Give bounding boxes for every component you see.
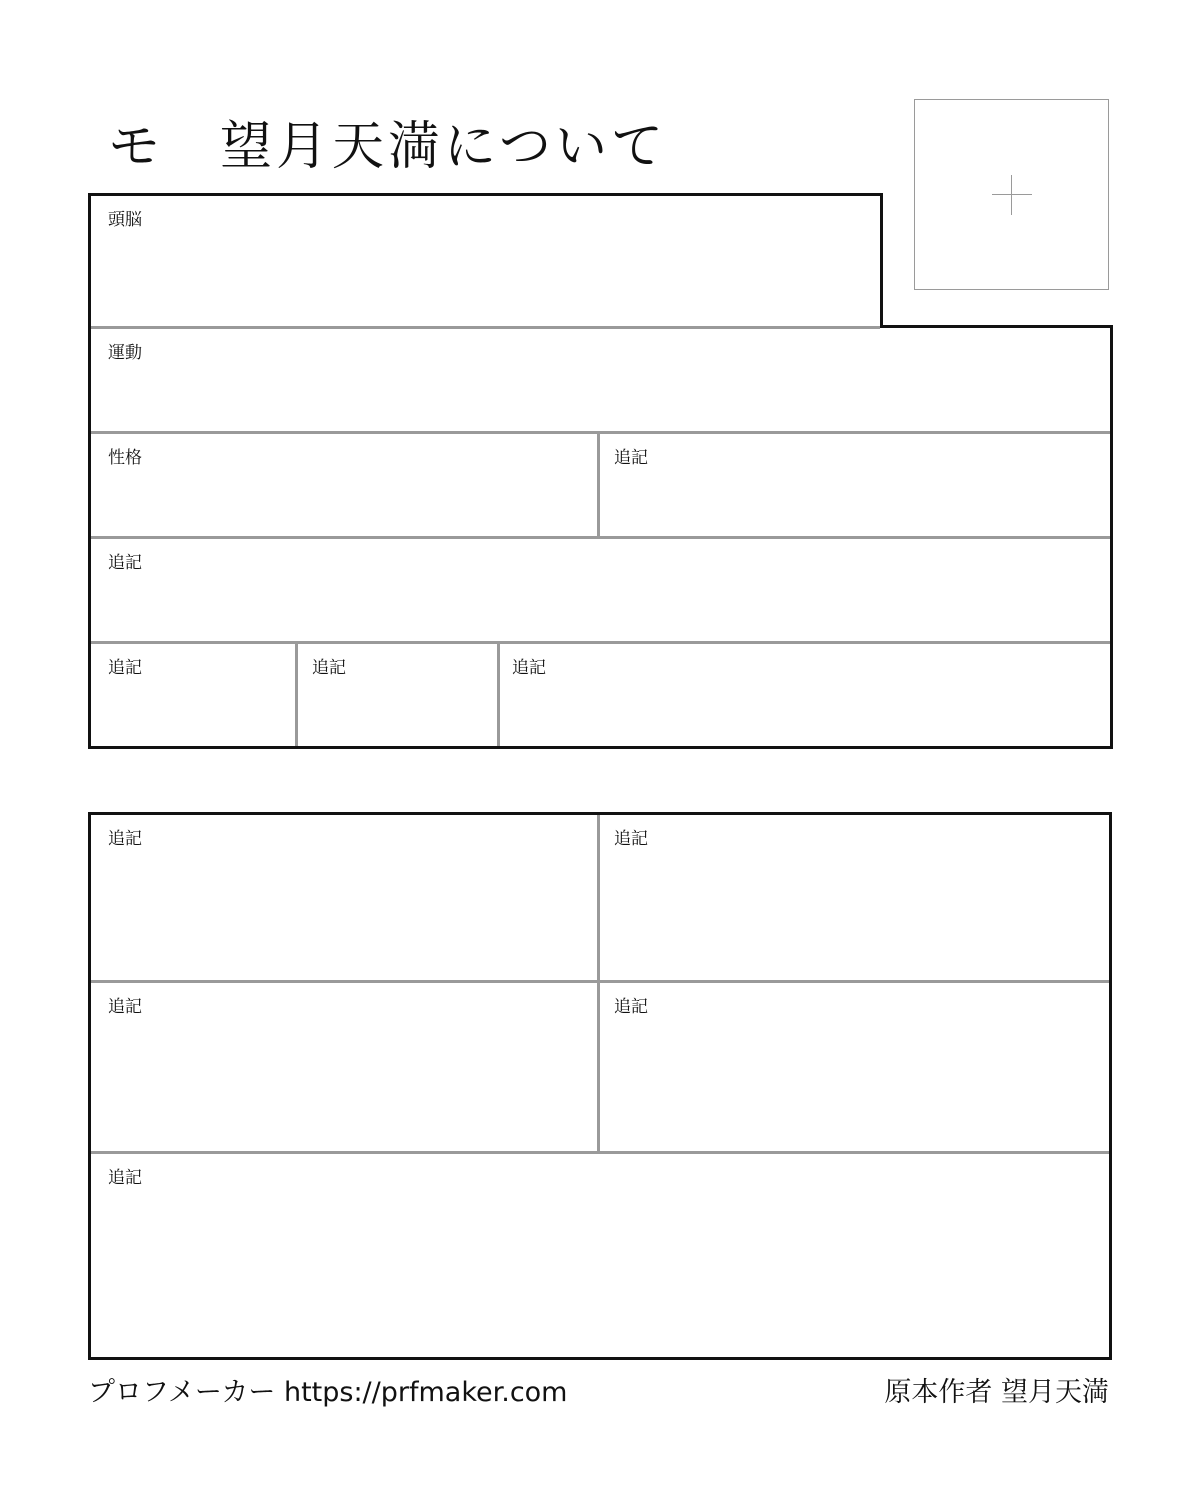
- field-brain[interactable]: [91, 196, 880, 326]
- field-note[interactable]: [600, 815, 1109, 980]
- block1-border-right: [1110, 325, 1113, 749]
- photo-upload-box[interactable]: [914, 99, 1109, 290]
- field-label: 追記: [108, 1168, 142, 1188]
- field-label: 追記: [108, 658, 142, 678]
- field-label: 追記: [108, 829, 142, 849]
- field-note[interactable]: [91, 1154, 1109, 1357]
- field-label: 追記: [312, 658, 346, 678]
- block2-border-right: [1109, 812, 1112, 1360]
- field-note[interactable]: [298, 644, 497, 746]
- field-note[interactable]: [600, 983, 1109, 1151]
- field-label: 追記: [614, 829, 648, 849]
- block1-border-top-right: [880, 325, 1113, 328]
- field-note[interactable]: [500, 644, 1110, 746]
- page-title: モ 望月天満について: [108, 117, 667, 177]
- field-label: 追記: [108, 553, 142, 573]
- footer-author: 原本作者 望月天満: [884, 1377, 1109, 1408]
- block2-border-bottom: [88, 1357, 1112, 1360]
- field-sports[interactable]: [91, 329, 1110, 431]
- field-note[interactable]: [600, 434, 1110, 536]
- footer-credit: プロフメーカー https://prfmaker.com: [88, 1377, 568, 1408]
- field-note[interactable]: [91, 983, 597, 1151]
- field-note[interactable]: [91, 539, 1110, 641]
- field-note[interactable]: [91, 644, 295, 746]
- field-label: 追記: [512, 658, 546, 678]
- block1-border-notch: [880, 193, 883, 328]
- field-label: 追記: [614, 997, 648, 1017]
- field-label: 頭脳: [108, 210, 142, 230]
- block1-border-bottom: [88, 746, 1113, 749]
- field-label: 追記: [108, 997, 142, 1017]
- field-personality[interactable]: [91, 434, 597, 536]
- field-label: 性格: [108, 448, 142, 468]
- field-label: 運動: [108, 343, 142, 363]
- field-label: 追記: [614, 448, 648, 468]
- plus-icon: [992, 175, 1032, 215]
- field-note[interactable]: [91, 815, 597, 980]
